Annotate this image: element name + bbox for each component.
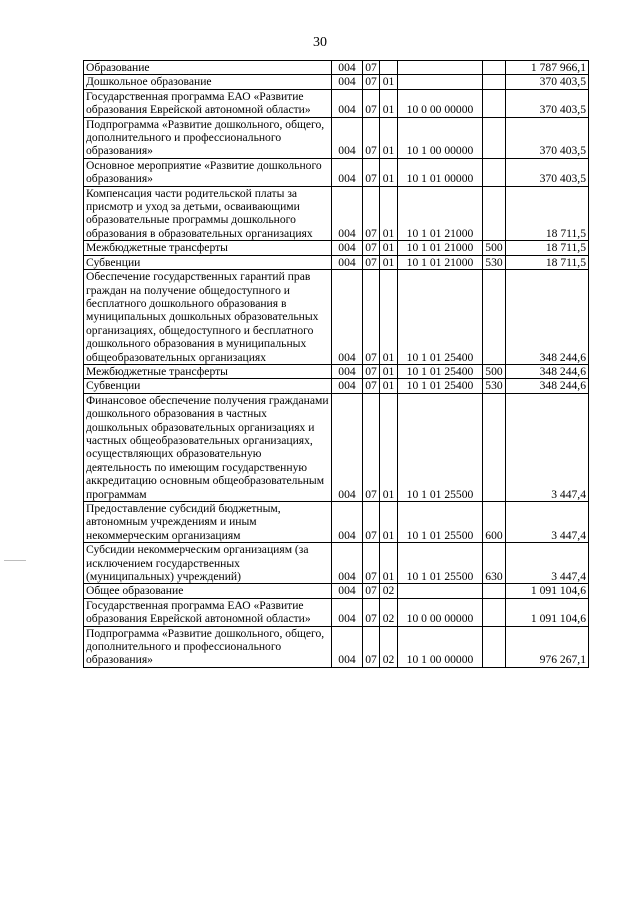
cell-target-article: 10 1 01 21000 [398, 255, 483, 269]
cell-expense-type [483, 270, 506, 365]
cell-target-article: 10 1 01 25500 [398, 393, 483, 501]
cell-expense-type [483, 598, 506, 626]
cell-section-code: 07 [363, 89, 380, 117]
cell-subsection-code: 01 [380, 502, 398, 543]
table-row [84, 364, 589, 378]
cell-department-code: 004 [332, 186, 363, 241]
cell-name: Межбюджетные трансферты [84, 241, 332, 255]
cell-amount: 370 403,5 [506, 117, 589, 158]
cell-department-code: 004 [332, 158, 363, 186]
cell-amount: 18 711,5 [506, 255, 589, 269]
cell-department-code: 004 [332, 543, 363, 584]
cell-section-code: 07 [363, 117, 380, 158]
cell-amount: 3 447,4 [506, 502, 589, 543]
scan-edge-mark [4, 560, 26, 561]
cell-target-article: 10 0 00 00000 [398, 89, 483, 117]
cell-section-code: 07 [363, 255, 380, 269]
table-row [84, 502, 589, 543]
table-row [84, 598, 589, 626]
cell-amount: 1 091 104,6 [506, 598, 589, 626]
cell-section-code: 07 [363, 270, 380, 365]
cell-expense-type [483, 61, 506, 75]
cell-amount: 348 244,6 [506, 379, 589, 393]
cell-name: Подпрограмма «Развитие дошкольного, общего, дополнительного и профессионального образования» [84, 626, 332, 667]
page-number: 30 [313, 35, 327, 50]
cell-expense-type: 530 [483, 255, 506, 269]
cell-subsection-code: 01 [380, 241, 398, 255]
cell-department-code: 004 [332, 75, 363, 89]
cell-expense-type: 500 [483, 364, 506, 378]
cell-name: Дошкольное образование [84, 75, 332, 89]
cell-subsection-code: 01 [380, 158, 398, 186]
table-row [84, 379, 589, 393]
cell-amount: 370 403,5 [506, 75, 589, 89]
cell-department-code: 004 [332, 584, 363, 598]
cell-department-code: 004 [332, 241, 363, 255]
cell-expense-type [483, 393, 506, 501]
cell-section-code: 07 [363, 584, 380, 598]
cell-name: Субвенции [84, 379, 332, 393]
cell-target-article: 10 1 01 25400 [398, 364, 483, 378]
cell-subsection-code: 02 [380, 584, 398, 598]
cell-target-article [398, 584, 483, 598]
cell-amount: 348 244,6 [506, 364, 589, 378]
cell-expense-type [483, 158, 506, 186]
cell-subsection-code: 01 [380, 117, 398, 158]
cell-amount: 18 711,5 [506, 186, 589, 241]
cell-target-article: 10 1 01 25500 [398, 543, 483, 584]
cell-expense-type [483, 626, 506, 667]
cell-section-code: 07 [363, 502, 380, 543]
cell-target-article: 10 1 01 25500 [398, 502, 483, 543]
cell-section-code: 07 [363, 364, 380, 378]
cell-target-article: 10 1 01 21000 [398, 186, 483, 241]
cell-expense-type [483, 89, 506, 117]
table-row [84, 89, 589, 117]
cell-department-code: 004 [332, 379, 363, 393]
budget-table-body [84, 61, 589, 668]
cell-target-article: 10 0 00 00000 [398, 598, 483, 626]
cell-expense-type: 530 [483, 379, 506, 393]
cell-subsection-code [380, 61, 398, 75]
cell-subsection-code: 01 [380, 186, 398, 241]
cell-target-article: 10 1 01 25400 [398, 379, 483, 393]
cell-name: Компенсация части родительской платы за присмотр и уход за детьми, осваивающими образовательные программы дошкольного образования в образовательных организациях [84, 186, 332, 241]
table-row [84, 270, 589, 365]
table-row [84, 543, 589, 584]
cell-subsection-code: 01 [380, 89, 398, 117]
cell-name: Финансовое обеспечение получения гражданами дошкольного образования в частных дошкольных образовательных организациях и частных общеобразовательных организациях, осуществляющих образовательную деятельность по имеющим государственную аккредитацию основным общеобразовательным программам [84, 393, 332, 501]
table-row [84, 393, 589, 501]
cell-name: Межбюджетные трансферты [84, 364, 332, 378]
cell-name: Государственная программа ЕАО «Развитие образования Еврейской автономной области» [84, 598, 332, 626]
cell-department-code: 004 [332, 393, 363, 501]
cell-section-code: 07 [363, 598, 380, 626]
table-row [84, 117, 589, 158]
cell-section-code: 07 [363, 186, 380, 241]
cell-amount: 370 403,5 [506, 158, 589, 186]
cell-department-code: 004 [332, 117, 363, 158]
table-row [84, 75, 589, 89]
cell-department-code: 004 [332, 61, 363, 75]
cell-subsection-code: 02 [380, 598, 398, 626]
cell-name: Предоставление субсидий бюджетным, автономным учреждениям и иным некоммерческим организациям [84, 502, 332, 543]
cell-amount: 3 447,4 [506, 543, 589, 584]
cell-amount: 18 711,5 [506, 241, 589, 255]
cell-expense-type [483, 75, 506, 89]
cell-name: Субвенции [84, 255, 332, 269]
cell-section-code: 07 [363, 61, 380, 75]
cell-expense-type: 630 [483, 543, 506, 584]
cell-name: Общее образование [84, 584, 332, 598]
cell-amount: 348 244,6 [506, 270, 589, 365]
cell-section-code: 07 [363, 158, 380, 186]
cell-name: Обеспечение государственных гарантий прав граждан на получение общедоступного и бесплатного дошкольного образования в муниципальных дошкольных образовательных организациях, общедоступного и бесплатного дошкольного образования в муниципальных общеобразовательных организациях [84, 270, 332, 365]
cell-section-code: 07 [363, 75, 380, 89]
cell-department-code: 004 [332, 255, 363, 269]
cell-target-article: 10 1 00 00000 [398, 626, 483, 667]
cell-subsection-code: 01 [380, 543, 398, 584]
cell-expense-type [483, 117, 506, 158]
cell-subsection-code: 01 [380, 364, 398, 378]
table-row [84, 241, 589, 255]
cell-section-code: 07 [363, 543, 380, 584]
cell-department-code: 004 [332, 364, 363, 378]
cell-section-code: 07 [363, 379, 380, 393]
table-row [84, 584, 589, 598]
cell-department-code: 004 [332, 270, 363, 365]
table-row [84, 158, 589, 186]
cell-amount: 370 403,5 [506, 89, 589, 117]
cell-target-article: 10 1 01 21000 [398, 241, 483, 255]
table-row [84, 61, 589, 75]
cell-section-code: 07 [363, 241, 380, 255]
table-row [84, 626, 589, 667]
table-row [84, 255, 589, 269]
cell-subsection-code: 01 [380, 270, 398, 365]
cell-name: Основное мероприятие «Развитие дошкольного образования» [84, 158, 332, 186]
table-row [84, 186, 589, 241]
cell-expense-type: 500 [483, 241, 506, 255]
cell-name: Субсидии некоммерческим организациям (за исключением государственных (муниципальных) учреждений) [84, 543, 332, 584]
cell-subsection-code: 01 [380, 379, 398, 393]
cell-target-article: 10 1 00 00000 [398, 117, 483, 158]
cell-expense-type [483, 584, 506, 598]
cell-department-code: 004 [332, 502, 363, 543]
cell-target-article: 10 1 01 25400 [398, 270, 483, 365]
cell-subsection-code: 01 [380, 393, 398, 501]
cell-amount: 3 447,4 [506, 393, 589, 501]
cell-subsection-code: 02 [380, 626, 398, 667]
cell-target-article: 10 1 01 00000 [398, 158, 483, 186]
cell-amount: 1 787 966,1 [506, 61, 589, 75]
cell-amount: 976 267,1 [506, 626, 589, 667]
cell-name: Образование [84, 61, 332, 75]
cell-subsection-code: 01 [380, 75, 398, 89]
cell-expense-type: 600 [483, 502, 506, 543]
cell-section-code: 07 [363, 626, 380, 667]
cell-department-code: 004 [332, 89, 363, 117]
budget-table [83, 60, 589, 668]
cell-amount: 1 091 104,6 [506, 584, 589, 598]
cell-target-article [398, 61, 483, 75]
cell-name: Государственная программа ЕАО «Развитие образования Еврейской автономной области» [84, 89, 332, 117]
cell-subsection-code: 01 [380, 255, 398, 269]
cell-section-code: 07 [363, 393, 380, 501]
cell-department-code: 004 [332, 598, 363, 626]
cell-name: Подпрограмма «Развитие дошкольного, общего, дополнительного и профессионального образования» [84, 117, 332, 158]
cell-department-code: 004 [332, 626, 363, 667]
cell-expense-type [483, 186, 506, 241]
cell-target-article [398, 75, 483, 89]
